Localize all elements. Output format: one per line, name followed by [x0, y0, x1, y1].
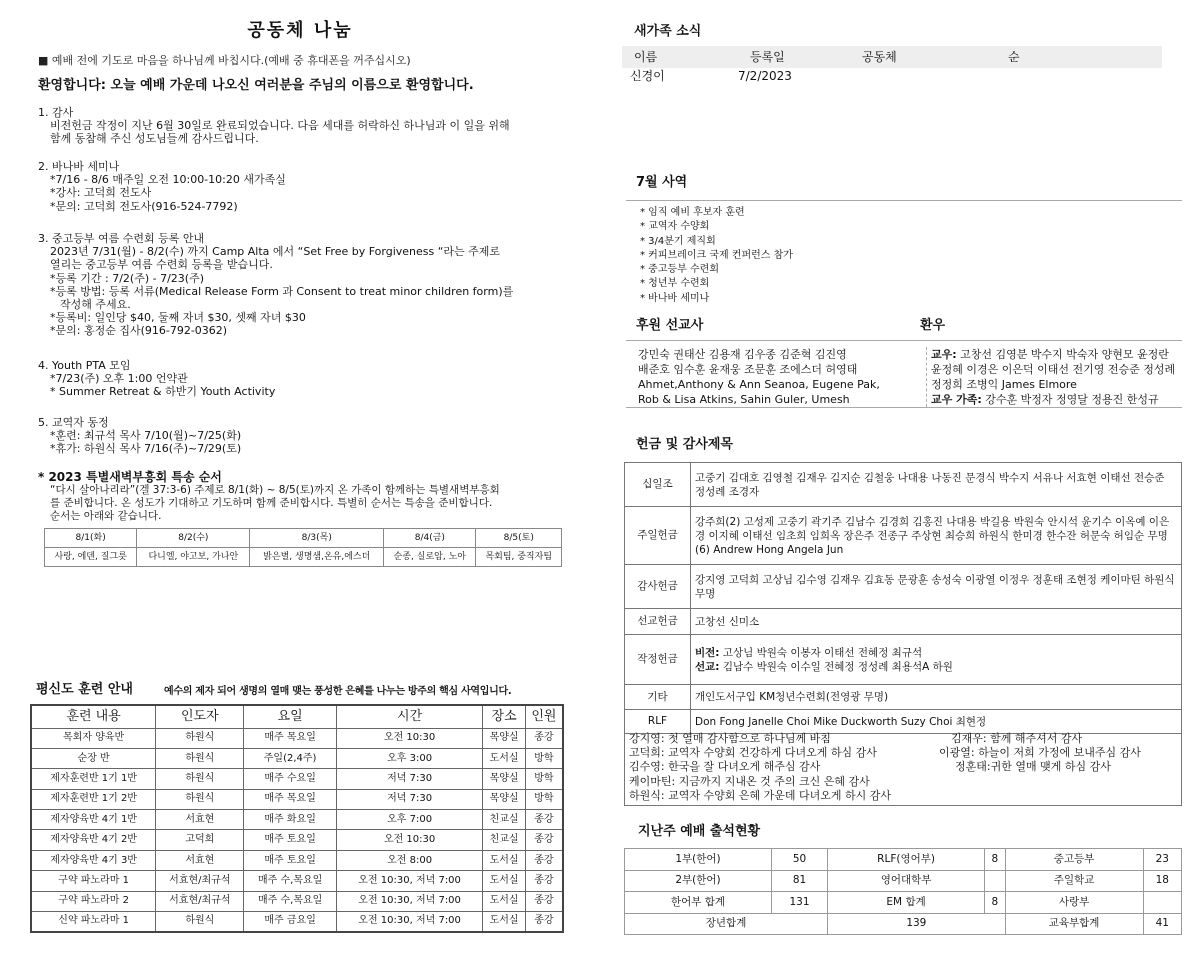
- table-cell: 7/2/2023: [738, 69, 792, 83]
- table-cell: 8: [985, 892, 1006, 914]
- label: 교우 가족:: [931, 393, 982, 406]
- section-heading: 5. 교역자 동정: [38, 416, 109, 429]
- table-cell: 교육부합계: [1005, 913, 1143, 935]
- table-cell: 매주 토요일: [244, 850, 336, 870]
- table-cell: 영어대학부: [828, 870, 985, 892]
- section-line: *7/23(주) 오후 1:00 언약관: [50, 372, 188, 386]
- table-cell: 종강: [525, 891, 563, 911]
- table-cell: 목양실: [483, 769, 525, 789]
- table-cell: EM 합계: [828, 892, 985, 914]
- table-cell: 매주 수요일: [244, 769, 336, 789]
- table-cell: 매주 목요일: [244, 728, 336, 748]
- new-family-title: 새가족 소식: [634, 24, 702, 39]
- section-line: *강사: 고덕희 전도사: [50, 186, 152, 200]
- table-cell: 친교실: [483, 830, 525, 850]
- table-row: [31, 871, 563, 891]
- table-cell: 종강: [525, 728, 563, 748]
- section-line: *등록비: 일인당 $40, 둘째 자녀 $30, 셋째 자녀 $30: [50, 311, 306, 325]
- table-cell: 제자양육반 4기 2반: [31, 830, 156, 850]
- section-line: 열리는 중고등부 여름 수련회 등록을 받습니다.: [50, 258, 273, 272]
- table-cell: 81: [771, 870, 827, 892]
- offering-type: 주일헌금: [625, 507, 691, 565]
- table-row: [31, 748, 563, 768]
- table-cell: 41: [1143, 913, 1181, 935]
- table-cell: 8/2(수): [137, 529, 250, 548]
- list-item: * 임직 예비 후보자 훈련: [640, 207, 745, 218]
- table-cell: 8/1(화): [45, 529, 137, 548]
- offering-title: 헌금 및 감사제목: [636, 437, 733, 452]
- label: 선교:: [695, 660, 720, 673]
- section-line: 2023년 7/31(월) - 8/2(수) 까지 Camp Alta 에서 “Set Free by Forgiveness “라는 주제로: [50, 245, 501, 259]
- offering-names: 고중기 김대호 김영철 김재우 김지순 김철웅 나대용 나동진 문경식 박수지 서유나 서효현 이태선 전승준 정성례 조경자: [691, 463, 1182, 507]
- table-cell: 다니엘, 야고보, 가나안: [137, 548, 250, 567]
- offering-names: Don Fong Janelle Choi Mike Duckworth Suzy Choi 최현정: [691, 710, 1182, 734]
- column-header: 훈련 내용: [31, 705, 156, 728]
- section-heading: 2. 바나바 세미나: [38, 160, 120, 173]
- table-cell: 하원식: [156, 789, 244, 809]
- text-line: 정정희 조병익 James Elmore: [931, 378, 1077, 391]
- sick-list: [926, 347, 1182, 407]
- table-cell: 종강: [525, 830, 563, 850]
- table-cell: 매주 금요일: [244, 912, 336, 932]
- table-cell: [985, 870, 1006, 892]
- offering-type: 십일조: [625, 463, 691, 507]
- missionary-title: 후원 선교사: [636, 318, 704, 333]
- thanks-note: 고덕희: 교역자 수양회 건강하게 다녀오게 하심 감사: [629, 746, 877, 759]
- text-line: Ahmet,Anthony & Ann Seanoa, Eugene Pak,: [638, 378, 880, 391]
- column-header: 인원: [525, 705, 563, 728]
- table-cell: 8/5(토): [476, 529, 562, 548]
- page-title: 공동체 나눔: [247, 20, 353, 41]
- label: 비전:: [695, 646, 720, 659]
- attendance-title: 지난주 예배 출석현황: [638, 824, 761, 839]
- offering-names: 개인도서구입 KM청년수련회(전영광 무명): [691, 685, 1182, 710]
- table-cell: 중고등부: [1005, 849, 1143, 871]
- offering-names: 강주희(2) 고성제 고중기 곽기주 김남수 김경희 김홍진 나대용 박길용 박원숙 안시석 윤기수 이옥예 이은경 이지혜 이태선 임초희 임희옥 장은주 전종구 주상현 최승희 하원식 한미경 한수잔 허문숙 허임순 무명(6) Andrew Hong Angela Jun: [691, 507, 1182, 565]
- table-cell: 신약 파노라마 1: [31, 912, 156, 932]
- table-cell: 순종, 실로암, 노아: [384, 548, 476, 567]
- table-row: [31, 728, 563, 748]
- table-cell: 오전 10:30, 저녁 7:00: [336, 871, 483, 891]
- section-line: *등록 방법: 등록 서류(Medical Release Form 과 Consent to treat minor children form)를: [50, 284, 514, 298]
- section-line: *문의: 고덕희 전도사(916-524-7792): [50, 199, 238, 213]
- thanks-notes: [624, 728, 1182, 806]
- list-item: * 청년부 수련회: [640, 278, 710, 290]
- table-cell: 목양실: [483, 728, 525, 748]
- table-cell: 종강: [525, 912, 563, 932]
- table-cell: 서효현/최규석: [156, 891, 244, 911]
- thanks-note: 김수영: 한국을 잘 다녀오게 해주심 감사: [629, 760, 821, 773]
- text-line: [931, 347, 1182, 362]
- column-header: 이름: [634, 50, 658, 64]
- sick-title: 환우: [920, 318, 946, 333]
- table-cell: 제자훈련반 1기 2반: [31, 789, 156, 809]
- section-heading: 1. 감사: [38, 106, 74, 119]
- table-row: [31, 850, 563, 870]
- table-cell: 하원식: [156, 728, 244, 748]
- table-cell: 1부(한어): [625, 849, 772, 871]
- table-cell: 종강: [525, 850, 563, 870]
- section-line: 작성해 주세요.: [60, 297, 131, 311]
- section-heading: 4. Youth PTA 모임: [38, 359, 131, 372]
- offering-type: 선교헌금: [625, 609, 691, 635]
- column-header: 인도자: [156, 705, 244, 728]
- thanks-note: 정훈태:귀한 열매 맺게 하심 감사: [955, 760, 1111, 773]
- section-line: 함께 동참해 주신 성도님들께 감사드립니다.: [50, 132, 259, 146]
- table-cell: 방학: [525, 789, 563, 809]
- table-cell: 목회팀, 중직자팀: [476, 548, 562, 567]
- section-line: * Summer Retreat & 하반기 Youth Activity: [50, 385, 276, 399]
- table-cell: 하원식: [156, 748, 244, 768]
- table-cell: 8: [985, 849, 1006, 871]
- table-cell: 구약 파노라마 1: [31, 871, 156, 891]
- table-row: [625, 849, 1182, 871]
- text-line: 윤정혜 이경은 이은덕 이태선 전기영 전승준 정성례: [931, 363, 1176, 376]
- table-cell: 밝은별, 생명샘,온유,에스더: [250, 548, 384, 567]
- special-song-table: [44, 528, 562, 567]
- table-cell: 8/4(금): [384, 529, 476, 548]
- offering-names: 강지영 고덕희 고상님 김수영 김재우 김효동 문광훈 송성숙 이광열 이정우 정훈태 조현정 케이마틴 하원식 무명: [691, 565, 1182, 609]
- section-heading: * 2023 특별새벽부흥회 특송 순서: [38, 470, 222, 484]
- section-line: *등록 기간 : 7/2(주) - 7/23(주): [50, 271, 204, 285]
- section-heading: 3. 중고등부 여름 수련회 등록 안내: [38, 232, 205, 245]
- column-header: 공동체: [862, 50, 897, 64]
- section-line: 순서는 아래와 같습니다.: [50, 509, 162, 522]
- table-cell: 131: [771, 892, 827, 914]
- section-line: *문의: 홍정순 집사(916-792-0362): [50, 324, 228, 338]
- offering-type: 작정헌금: [625, 635, 691, 685]
- section-line: *휴가: 하원식 목사 7/16(주)~7/29(토): [50, 442, 242, 456]
- table-cell: 서효현: [156, 850, 244, 870]
- table-cell: 친교실: [483, 810, 525, 830]
- thanks-note: 케이마틴: 지금까지 지내온 것 주의 크신 은혜 감사: [629, 775, 870, 788]
- table-cell: 2부(한어): [625, 870, 772, 892]
- table-cell: 하원식: [156, 912, 244, 932]
- thanks-note: 김재우: 함께 해주셔서 감사: [951, 732, 1083, 745]
- text: 강수훈 박정자 정영달 정용진 한성규: [981, 393, 1159, 406]
- table-row: [31, 769, 563, 789]
- text-line: Rob & Lisa Atkins, Sahin Guler, Umesh: [638, 393, 850, 406]
- table-cell: 저녁 7:30: [336, 789, 483, 809]
- offering-type: RLF: [625, 710, 691, 734]
- text: 김남수 박원숙 이수일 전혜정 정성례 최용석A 하원: [719, 660, 953, 673]
- table-cell: 139: [828, 913, 1005, 935]
- table-row: [625, 892, 1182, 914]
- table-cell: 제자훈련반 1기 1반: [31, 769, 156, 789]
- table-cell: 도서실: [483, 748, 525, 768]
- table-row: [31, 912, 563, 932]
- table-cell: 한어부 합계: [625, 892, 772, 914]
- training-table: [30, 704, 564, 933]
- column-header: 요일: [244, 705, 336, 728]
- table-row: [31, 810, 563, 830]
- table-cell: 서효현: [156, 810, 244, 830]
- section-special-dawn: [38, 470, 568, 522]
- table-cell: 사랑부: [1005, 892, 1143, 914]
- table-cell: 오후 3:00: [336, 748, 483, 768]
- new-family-header: [622, 46, 1162, 68]
- text-line: 배준호 임수훈 윤재웅 조문훈 조에스더 허영태: [638, 363, 858, 376]
- table-cell: 주일(2,4주): [244, 748, 336, 768]
- table-cell: 고덕희: [156, 830, 244, 850]
- table-cell: 서효현/최규석: [156, 871, 244, 891]
- july-ministry-title: 7월 사역: [636, 175, 688, 190]
- table-cell: 사랑, 에덴, 질그릇: [45, 548, 137, 567]
- training-subtitle: 예수의 제자 되어 생명의 열매 맺는 풍성한 은혜를 나누는 방주의 핵심 사역입니다.: [164, 686, 512, 697]
- offering-table: [624, 462, 1182, 734]
- table-cell: 종강: [525, 810, 563, 830]
- section-staff-news: [38, 416, 568, 456]
- offering-type: 기타: [625, 685, 691, 710]
- new-family-row: [622, 68, 1162, 86]
- july-ministry-list: [626, 200, 1182, 307]
- thanks-note: 강지영: 첫 열매 감사함으로 하나님께 바침: [629, 732, 831, 745]
- table-cell: 방학: [525, 769, 563, 789]
- table-cell: 순장 반: [31, 748, 156, 768]
- table-cell: 오전 10:30: [336, 830, 483, 850]
- welcome-message: 환영합니다: 오늘 예배 가운데 나오신 여러분을 주님의 이름으로 환영합니다.: [38, 78, 474, 93]
- table-cell: 매주 화요일: [244, 810, 336, 830]
- section-line: *7/16 - 8/6 매주일 오전 10:00-10:20 새가족실: [50, 173, 286, 187]
- list-item: * 바나바 세미나: [640, 292, 710, 304]
- table-cell: 18: [1143, 870, 1181, 892]
- text-line: [695, 646, 1177, 660]
- table-cell: 도서실: [483, 891, 525, 911]
- section-line: 비전헌금 작정이 지난 6월 30일로 완료되었습니다. 다음 세대를 허락하신 하나님과 이 일을 위해: [50, 119, 510, 133]
- thanks-note: 이광열: 하늘이 저희 가정에 보내주심 감사: [939, 746, 1141, 759]
- offering-type: 감사헌금: [625, 565, 691, 609]
- table-cell: 목양실: [483, 789, 525, 809]
- column-header: 순: [1008, 50, 1020, 64]
- label: 교우:: [931, 348, 957, 361]
- table-cell: 주일학교: [1005, 870, 1143, 892]
- table-cell: 도서실: [483, 871, 525, 891]
- table-row: [31, 789, 563, 809]
- section-youth-retreat: [38, 232, 568, 338]
- table-cell: 50: [771, 849, 827, 871]
- table-cell: 23: [1143, 849, 1181, 871]
- section-thanks: [38, 106, 568, 146]
- section-line: *훈련: 최규석 목사 7/10(월)~7/25(화): [50, 429, 242, 443]
- column-header: 등록일: [750, 50, 785, 64]
- table-cell: 오후 7:00: [336, 810, 483, 830]
- table-cell: 오전 10:30, 저녁 7:00: [336, 891, 483, 911]
- table-cell: 도서실: [483, 912, 525, 932]
- table-cell: 목회자 양육반: [31, 728, 156, 748]
- table-cell: 8/3(목): [250, 529, 384, 548]
- table-cell: 하원식: [156, 769, 244, 789]
- table-cell: 저녁 7:30: [336, 769, 483, 789]
- table-cell: RLF(영어부): [828, 849, 985, 871]
- text: 고상님 박원숙 이봉자 이태선 전혜정 최규석: [719, 646, 923, 659]
- section-youth-pta: [38, 359, 568, 399]
- attendance-table: [624, 848, 1182, 935]
- text-line: [931, 392, 1182, 407]
- column-header: 장소: [483, 705, 525, 728]
- list-item: * 중고등부 수련회: [640, 264, 719, 276]
- table-cell: 오전 10:30, 저녁 7:00: [336, 912, 483, 932]
- offering-names: 고창선 신미소: [691, 609, 1182, 635]
- worship-notice: ■ 예배 전에 기도로 마음을 하나님께 바칩시다.(예배 중 휴대폰을 꺼주십시오): [38, 54, 411, 67]
- table-cell: 신경이: [630, 69, 665, 83]
- missionary-list: [638, 347, 908, 407]
- table-cell: 종강: [525, 871, 563, 891]
- table-cell: 매주 토요일: [244, 830, 336, 850]
- table-cell: 오전 10:30: [336, 728, 483, 748]
- missionary-sick-box: [626, 340, 1182, 408]
- list-item: * 커피브레이크 국제 컨퍼런스 참가: [640, 249, 793, 261]
- table-cell: 구약 파노라마 2: [31, 891, 156, 911]
- table-row: [31, 891, 563, 911]
- list-item: * 교역자 수양회: [640, 221, 710, 233]
- table-cell: 매주 목요일: [244, 789, 336, 809]
- thanks-note: 하원식: 교역자 수양회 은혜 가운데 다녀오게 하시 감사: [629, 789, 891, 802]
- table-cell: [1143, 892, 1181, 914]
- table-cell: 매주 수,목요일: [244, 871, 336, 891]
- section-barnabas: [38, 160, 568, 213]
- offering-names: [691, 635, 1182, 685]
- training-title: 평신도 훈련 안내: [36, 682, 133, 697]
- table-cell: 도서실: [483, 850, 525, 870]
- text-line: [695, 660, 1177, 674]
- table-row: [31, 830, 563, 850]
- table-cell: 제자양육반 4기 1반: [31, 810, 156, 830]
- section-line: 를 준비합니다. 온 성도가 기대하고 기도하며 함께 준비합시다. 특별히 순서는 특송을 준비합니다.: [50, 496, 493, 509]
- table-row: [625, 870, 1182, 892]
- text: 고창선 김영분 박수지 박숙자 양현모 윤정란: [956, 348, 1169, 361]
- column-header: 시간: [336, 705, 483, 728]
- table-cell: 장년합계: [625, 913, 828, 935]
- table-cell: 방학: [525, 748, 563, 768]
- table-cell: 제자양육반 4기 3반: [31, 850, 156, 870]
- table-cell: 매주 수,목요일: [244, 891, 336, 911]
- table-cell: 오전 8:00: [336, 850, 483, 870]
- list-item: * 3/4분기 제직회: [640, 235, 716, 247]
- text-line: 강민숙 권태산 김용재 김우종 김준혁 김진영: [638, 348, 847, 361]
- section-line: “다시 살아나리라”(겔 37:3-6) 주제로 8/1(화) ~ 8/5(토)까지 온 가족이 함께하는 특별새벽부흥회: [50, 484, 500, 497]
